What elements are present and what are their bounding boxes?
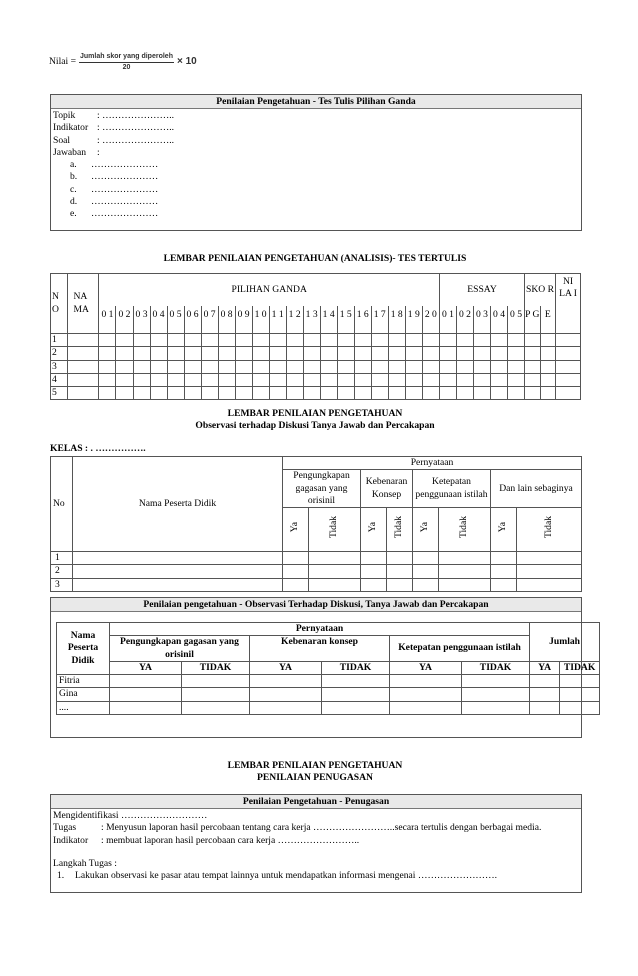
row-number: 2 bbox=[51, 347, 68, 360]
box-penugasan bbox=[50, 794, 582, 893]
formula-label: Nilai = bbox=[49, 55, 76, 67]
sum-pernyataan-header: Pernyataan bbox=[110, 623, 530, 636]
obs-no-header: No bbox=[51, 457, 73, 552]
sum-ya-header: YA bbox=[110, 661, 182, 674]
table-row: Gina bbox=[57, 688, 600, 701]
analisis-table bbox=[50, 273, 581, 400]
formula-fraction bbox=[79, 53, 174, 71]
row-number: 3 bbox=[51, 360, 68, 373]
box1-row-jawaban: Jawaban : bbox=[53, 146, 100, 158]
sum-nama-header: Nama Peserta Didik bbox=[57, 623, 110, 675]
obs-tidak-header: Tidak bbox=[439, 508, 491, 552]
table-row bbox=[51, 347, 581, 360]
score-formula bbox=[49, 49, 197, 75]
box-observasi-title: Penilaian pengetahuan - Observasi Terhadap Diskusi, Tanya Jawab dan Percakapan bbox=[51, 598, 581, 612]
answer-option: c. ………………… bbox=[70, 183, 159, 195]
sum-ya-tidak-row bbox=[57, 661, 600, 674]
essay-number-3: 0 3 bbox=[473, 306, 490, 334]
pg-number-14: 1 4 bbox=[320, 306, 337, 334]
sum-criterion-1: Pengungkapan gagasan yang orisinil bbox=[110, 636, 250, 662]
lembar-penugasan-title: LEMBAR PENILAIAN PENGETAHUAN bbox=[227, 760, 403, 771]
pg-number-15: 1 5 bbox=[337, 306, 354, 334]
table-row: .... bbox=[57, 701, 600, 714]
obs-tidak-header: Tidak bbox=[387, 508, 413, 552]
obs-ya-header: Ya bbox=[283, 508, 309, 552]
skor-header: SKO R bbox=[525, 274, 556, 306]
table-row bbox=[51, 387, 581, 400]
pg-number-5: 0 5 bbox=[167, 306, 184, 334]
obs-tidak-header: Tidak bbox=[309, 508, 361, 552]
pg-number-2: 0 2 bbox=[116, 306, 133, 334]
kelas-label: KELAS : . ……………. bbox=[50, 443, 146, 454]
table-row bbox=[51, 360, 581, 373]
obs-criterion-2: Kebenaran Konsep bbox=[361, 470, 413, 508]
lembar-observasi-subtitle: Observasi terhadap Diskusi Tanya Jawab dan Percakapan bbox=[195, 420, 435, 431]
pg-number-10: 1 0 bbox=[252, 306, 269, 334]
table-row: Fitria bbox=[57, 675, 600, 688]
row-number: 4 bbox=[51, 373, 68, 386]
obs-criterion-4: Dan lain sebaginya bbox=[491, 470, 582, 508]
formula-numerator: Jumlah skor yang diperoleh bbox=[79, 53, 174, 62]
col-nama-header: NA MA bbox=[67, 274, 99, 334]
obs-ya-header: Ya bbox=[413, 508, 439, 552]
observasi-table bbox=[50, 456, 582, 592]
obs-criterion-3: Ketepatan penggunaan istilah bbox=[413, 470, 491, 508]
sum-tidak-header: TIDAK bbox=[182, 661, 250, 674]
formula-multiplier: × 10 bbox=[176, 55, 197, 67]
answer-option: d. ………………… bbox=[70, 195, 159, 207]
box-penugasan-title: Penilaian Pengetahuan - Penugasan bbox=[51, 795, 581, 809]
tugas-line: Tugas : Menyusun laporan hasil percobaan tentang cara kerja ……………………..secara tertulis dengan berbagai media. bbox=[53, 822, 542, 834]
col-no-header: N O bbox=[51, 274, 68, 334]
answer-option: e. ………………… bbox=[70, 208, 159, 220]
box-observasi bbox=[50, 597, 596, 738]
lembar-penugasan-subtitle: PENILAIAN PENUGASAN bbox=[257, 772, 373, 783]
essay-number-2: 0 2 bbox=[456, 306, 473, 334]
pg-number-6: 0 6 bbox=[184, 306, 201, 334]
obs-pernyataan-header: Pernyataan bbox=[283, 457, 582, 470]
skor-sub-1: P G bbox=[525, 306, 540, 334]
observasi-summary-table bbox=[56, 622, 600, 715]
pg-number-4: 0 4 bbox=[150, 306, 167, 334]
sum-jumlah-header: Jumlah bbox=[530, 623, 600, 662]
table-row bbox=[51, 373, 581, 386]
table-row: 2 bbox=[51, 565, 582, 578]
pg-number-7: 0 7 bbox=[201, 306, 218, 334]
obs-ya-header: Ya bbox=[361, 508, 387, 552]
sum-criterion-2: Kebenaran konsep bbox=[250, 636, 390, 662]
box1-row-indikator: Indikator : ………………….. bbox=[53, 122, 175, 134]
sum-ya-header: YA bbox=[530, 661, 560, 674]
essay-number-1: 0 1 bbox=[439, 306, 456, 334]
table-row bbox=[51, 334, 581, 347]
pg-number-9: 0 9 bbox=[235, 306, 252, 334]
formula-denominator: 20 bbox=[122, 63, 131, 71]
pg-number-12: 1 2 bbox=[286, 306, 303, 334]
obs-criterion-1: Pengungkapan gagasan yang orisinil bbox=[283, 470, 361, 508]
sum-criterion-3: Ketepatan penggunaan istilah bbox=[390, 636, 530, 662]
pg-header: PILIHAN GANDA bbox=[99, 274, 439, 306]
pg-number-16: 1 6 bbox=[354, 306, 371, 334]
sum-ya-header: YA bbox=[390, 661, 462, 674]
box-pilihan-ganda-title: Penilaian Pengetahuan - Tes Tulis Pilihan Ganda bbox=[51, 95, 581, 109]
langkah-step-1: 1. Lakukan observasi ke pasar atau tempat lainnya untuk mendapatkan informasi mengenai ……………………. bbox=[57, 870, 498, 882]
table-row: 1 bbox=[51, 552, 582, 565]
mengidentifikasi-line: Mengidentifikasi ……………………… bbox=[53, 810, 208, 821]
pg-number-1: 0 1 bbox=[99, 306, 116, 334]
pg-number-11: 1 1 bbox=[269, 306, 286, 334]
pg-number-8: 0 8 bbox=[218, 306, 235, 334]
obs-tidak-header: Tidak bbox=[517, 508, 582, 552]
langkah-tugas-label: Langkah Tugas : bbox=[53, 857, 117, 869]
essay-number-5: 0 5 bbox=[508, 306, 525, 334]
answer-option: b. ………………… bbox=[70, 171, 159, 183]
row-number: 1 bbox=[51, 334, 68, 347]
pg-number-13: 1 3 bbox=[303, 306, 320, 334]
box-pilihan-ganda bbox=[50, 94, 582, 231]
obs-ya-header: Ya bbox=[491, 508, 517, 552]
sum-tidak-header: TIDAK bbox=[462, 661, 530, 674]
pg-number-20: 2 0 bbox=[422, 306, 439, 334]
pg-number-17: 1 7 bbox=[371, 306, 388, 334]
essay-number-4: 0 4 bbox=[491, 306, 508, 334]
skor-sub-2: E bbox=[540, 306, 555, 334]
table-row: 3 bbox=[51, 578, 582, 591]
obs-nama-header: Nama Peserta Didik bbox=[73, 457, 283, 552]
box1-row-topik: Topik : ………………….. bbox=[53, 110, 175, 121]
lembar-analisis-title: LEMBAR PENILAIAN PENGETAHUAN (ANALISIS)- TES TERTULIS bbox=[163, 253, 467, 264]
box1-row-soal: Soal : ………………….. bbox=[53, 134, 175, 146]
sum-tidak-header: TIDAK bbox=[560, 661, 600, 674]
pg-number-19: 1 9 bbox=[405, 306, 422, 334]
essay-header: ESSAY bbox=[439, 274, 524, 306]
answer-option: a. ………………… bbox=[70, 159, 159, 171]
sum-ya-header: YA bbox=[250, 661, 322, 674]
row-number: 5 bbox=[51, 387, 68, 400]
indikator-line: Indikator : membuat laporan hasil percobaan cara kerja …………………….. bbox=[53, 834, 360, 846]
analisis-number-row bbox=[51, 306, 581, 334]
nilai-header: NI LA I bbox=[556, 274, 581, 334]
pg-number-3: 0 3 bbox=[133, 306, 150, 334]
pg-number-18: 1 8 bbox=[388, 306, 405, 334]
lembar-observasi-title: LEMBAR PENILAIAN PENGETAHUAN bbox=[227, 408, 403, 419]
sum-tidak-header: TIDAK bbox=[322, 661, 390, 674]
